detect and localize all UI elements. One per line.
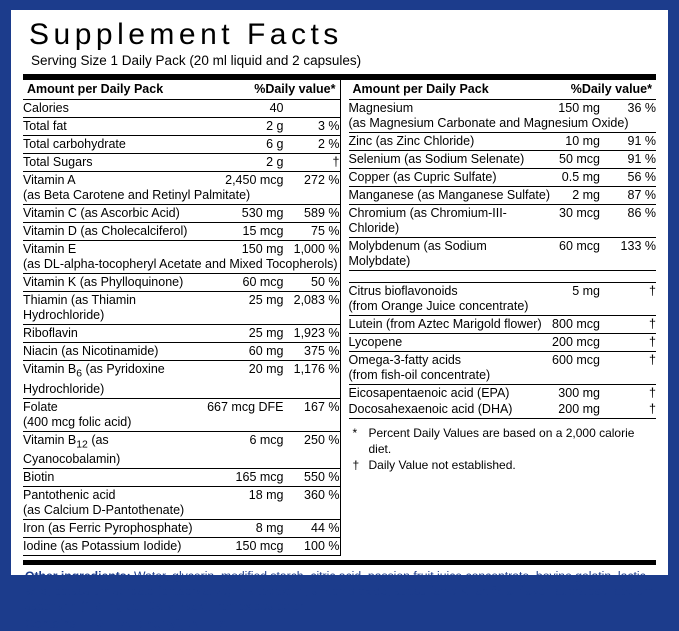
nutrient-amount: 6 g: [207, 136, 283, 154]
nutrient-name: Vitamin D (as Cholecalciferol): [23, 223, 207, 241]
nutrient-amount: 25 mg: [207, 325, 283, 343]
nutrient-daily-value: 91 %: [600, 133, 656, 151]
nutrient-daily-value: 589 %: [284, 205, 340, 223]
table-row: [23, 487, 340, 504]
nutrient-name: Magnesium: [348, 101, 414, 115]
nutrient-amount: 60 mcg: [552, 238, 600, 271]
nutrient-name: Vitamin $B_6$ (as Pyridoxine Hydrochloride): [23, 361, 207, 399]
nutrient-daily-value: 272 %: [304, 173, 340, 187]
footnote-dagger-mark: †: [352, 458, 360, 472]
nutrient-amount: 165 mcg: [207, 469, 283, 487]
nutrient-name: Vitamin K (as Phylloquinone): [23, 274, 207, 292]
nutrient-daily-value: †: [600, 316, 656, 334]
left-nutrient-table: [23, 100, 340, 556]
nutrient-name: Lutein (from Aztec Marigold flower): [349, 316, 553, 334]
table-row: [349, 334, 657, 352]
nutrient-daily-value: 44 %: [284, 520, 340, 538]
nutrient-name: Chromium (as Chromium-III-Chloride): [349, 205, 553, 238]
right-column-header: [349, 80, 657, 99]
nutrient-source-note: (from Orange Juice concentrate): [349, 299, 657, 316]
nutrient-daily-value: 1,000 %: [293, 242, 340, 256]
nutrient-name: Vitamin E: [23, 242, 77, 256]
footnote-dagger-text: Daily Value not established.: [368, 458, 516, 472]
nutrient-amount: 5 mg: [572, 284, 600, 298]
nutrient-daily-value: †: [600, 401, 656, 419]
nutrient-amount: 2,450 mcg: [225, 173, 284, 187]
nutrient-daily-value: †: [649, 284, 656, 298]
nutrient-name: Total carbohydrate: [23, 136, 207, 154]
table-row: [349, 100, 657, 116]
group-spacer-cell: [349, 271, 657, 283]
nutrient-daily-value: 50 %: [284, 274, 340, 292]
footnote-asterisk-text: Percent Daily Values are based on a 2,000 calorie diet.: [368, 426, 635, 456]
nutrient-amount: 60 mcg: [207, 274, 283, 292]
nutrient-name: Eicosapentaenoic acid (EPA): [348, 386, 510, 400]
nutrient-name: Lycopene: [349, 334, 553, 352]
table-row: [23, 292, 340, 325]
group-spacer: [349, 271, 657, 283]
table-row: [23, 538, 340, 556]
table-row: [23, 343, 340, 361]
nutrient-amount: 40: [207, 100, 283, 118]
nutrient-daily-value: 2 %: [284, 136, 340, 154]
right-column: [340, 80, 657, 556]
table-row-continuation: [349, 368, 657, 385]
nutrient-source-note: (as Magnesium Carbonate and Magnesium Oxide): [349, 116, 657, 133]
contains-label: Contains:: [25, 616, 80, 631]
table-row-continuation: [349, 116, 657, 133]
contains-allergens: FISH (Anchovy), WHEAT: [83, 616, 235, 631]
nutrient-daily-value: 3 %: [284, 118, 340, 136]
table-row: [23, 469, 340, 487]
nutrient-amount: 60 mg: [207, 343, 283, 361]
nutrient-amount: 300 mg: [558, 386, 600, 400]
nutrient-daily-value: †: [649, 353, 656, 367]
other-ingredients: [23, 565, 656, 614]
footnote-asterisk: [353, 425, 653, 457]
table-row: [23, 431, 340, 469]
nutrient-daily-value: 36 %: [627, 101, 656, 115]
nutrient-name: Iron (as Ferric Pyrophosphate): [23, 520, 207, 538]
nutrient-amount: 50 mcg: [552, 151, 600, 169]
nutrient-amount: 25 mg: [207, 292, 283, 325]
nutrient-name: Docosahexaenoic acid (DHA): [349, 401, 553, 419]
nutrient-daily-value: 550 %: [284, 469, 340, 487]
table-row: [349, 401, 657, 419]
nutrient-daily-value: 100 %: [284, 538, 340, 556]
nutrient-daily-value: 1,923 %: [284, 325, 340, 343]
footnote-asterisk-mark: *: [352, 426, 358, 440]
right-dv-header: %Daily value*: [570, 82, 652, 96]
table-row: [23, 172, 340, 189]
table-row: [349, 133, 657, 151]
table-row: [23, 205, 340, 223]
table-row: [349, 385, 657, 402]
footnote-dagger: [353, 457, 653, 473]
table-row: [23, 325, 340, 343]
nutrient-source-note: (as Calcium D-Pantothenate): [23, 503, 340, 520]
nutrient-amount: 200 mcg: [552, 334, 600, 352]
table-row: [349, 169, 657, 187]
right-nutrient-table: [349, 100, 657, 419]
nutrient-name: Selenium (as Sodium Selenate): [349, 151, 553, 169]
nutrient-daily-value: 1,176 %: [284, 361, 340, 399]
serving-size: Serving Size 1 Daily Pack (20 ml liquid and 2 capsules): [31, 53, 362, 68]
nutrient-name: Thiamin (as Thiamin Hydrochloride): [23, 292, 207, 325]
nutrient-name: Zinc (as Zinc Chloride): [349, 133, 553, 151]
nutrient-daily-value: 360 %: [304, 488, 340, 502]
table-row: [23, 361, 340, 399]
nutrient-amount: 15 mcg: [207, 223, 283, 241]
table-row: [23, 398, 340, 415]
table-row: [349, 151, 657, 169]
table-row-continuation: [23, 503, 340, 520]
nutrient-name: Folate: [23, 399, 58, 414]
nutrient-name: Vitamin C (as Ascorbic Acid): [23, 205, 207, 223]
nutrient-name: Riboflavin: [23, 325, 207, 343]
table-row: [23, 136, 340, 154]
nutrient-daily-value: 133 %: [600, 238, 656, 271]
nutrient-daily-value: 56 %: [600, 169, 656, 187]
nutrient-amount: 18 mg: [248, 488, 284, 502]
footnotes: [349, 419, 657, 475]
table-row-continuation: [23, 188, 340, 205]
table-row: [349, 205, 657, 238]
nutrient-amount: 800 mcg: [552, 316, 600, 334]
table-row: [349, 283, 657, 300]
nutrient-name: Total fat: [23, 118, 207, 136]
nutrient-amount: 150 mg: [558, 101, 600, 115]
nutrient-amount: 0.5 mg: [552, 169, 600, 187]
nutrient-daily-value: †: [649, 386, 656, 400]
nutrient-amount: 2 mg: [552, 187, 600, 205]
nutrient-daily-value: 250 %: [284, 431, 340, 469]
nutrient-source-note: (400 mcg folic acid): [23, 415, 340, 432]
nutrient-name: Copper (as Cupric Sulfate): [349, 169, 553, 187]
supplement-facts-panel: [11, 10, 668, 631]
nutrient-name: Molybdenum (as Sodium Molybdate): [349, 238, 553, 271]
nutrient-name: Manganese (as Manganese Sulfate): [349, 187, 553, 205]
nutrient-daily-value: †: [284, 154, 340, 172]
nutrient-daily-value: 75 %: [284, 223, 340, 241]
nutrient-daily-value: 167 %: [304, 399, 340, 414]
nutrient-amount: 200 mg: [552, 401, 600, 419]
nutrient-name: Citrus bioflavonoids: [348, 284, 458, 298]
table-row-continuation: [349, 299, 657, 316]
table-row: [23, 520, 340, 538]
nutrient-name: Total Sugars: [23, 154, 207, 172]
table-row-continuation: [23, 415, 340, 432]
nutrient-name: Calories: [23, 100, 207, 118]
table-row: [23, 241, 340, 258]
nutrient-name: Vitamin A: [23, 173, 76, 187]
nutrient-amount: 600 mcg: [552, 353, 600, 367]
table-row: [349, 187, 657, 205]
table-row: [23, 100, 340, 118]
nutrient-name: Vitamin $B_{12}$ (as Cyanocobalamin): [23, 431, 207, 469]
nutrient-name: Pantothenic acid: [23, 488, 116, 502]
nutrient-amount: 150 mcg: [207, 538, 283, 556]
table-row: [349, 238, 657, 271]
nutrient-daily-value: 375 %: [284, 343, 340, 361]
other-ingredients-label: Other ingredients:: [25, 569, 131, 583]
nutrient-daily-value: 2,083 %: [284, 292, 340, 325]
nutrient-amount: 6 mcg: [207, 431, 283, 469]
table-row: [23, 118, 340, 136]
nutrient-daily-value: 86 %: [600, 205, 656, 238]
nutrient-amount: 10 mg: [552, 133, 600, 151]
nutrient-amount: 150 mg: [241, 242, 284, 256]
nutrient-name: Omega-3-fatty acids: [348, 353, 462, 367]
nutrient-amount: 2 g: [207, 154, 283, 172]
contains-statement: [23, 614, 656, 631]
nutrient-daily-value: †: [600, 334, 656, 352]
page-title: Supplement Facts: [29, 18, 343, 51]
nutrient-daily-value: 87 %: [600, 187, 656, 205]
table-row: [23, 154, 340, 172]
left-dv-header: %Daily value*: [254, 82, 336, 96]
nutrient-source-note: (as Beta Carotene and Retinyl Palmitate): [23, 188, 340, 205]
nutrient-amount: 530 mg: [207, 205, 283, 223]
left-column-header: [23, 80, 340, 99]
table-row: [23, 274, 340, 292]
nutrient-name: Biotin: [23, 469, 207, 487]
nutrient-name: Iodine (as Potassium Iodide): [23, 538, 207, 556]
table-row: [349, 352, 657, 369]
nutrient-amount: 20 mg: [207, 361, 283, 399]
left-amount-header: Amount per Daily Pack: [27, 82, 164, 96]
right-amount-header: Amount per Daily Pack: [352, 82, 489, 96]
left-column: [23, 80, 340, 556]
nutrient-source-note: (as DL-alpha-tocopheryl Acetate and Mixed Tocopherols): [23, 257, 340, 274]
nutrient-amount: 8 mg: [207, 520, 283, 538]
table-row: [23, 223, 340, 241]
nutrient-amount: 30 mcg: [552, 205, 600, 238]
other-ingredients-text: Water, glycerin, modified starch, citric acid, passion fruit juice concentrate, bovine gelatin, lactic acid, potassium sorbate (preservative), maltodextrin, silicon dioxide, acesulfame K, artificial flavor, sucralose, sodium saccharin (1.9 mg per Daily Pack), iron oxides color: [25, 569, 654, 613]
nutrient-source-note: (from fish-oil concentrate): [349, 368, 657, 385]
facts-columns: [23, 80, 656, 556]
nutrient-amount: 2 g: [207, 118, 283, 136]
nutrient-daily-value: [284, 100, 340, 118]
table-row: [349, 316, 657, 334]
table-row-continuation: [23, 257, 340, 274]
nutrient-name: Niacin (as Nicotinamide): [23, 343, 207, 361]
nutrient-daily-value: 91 %: [600, 151, 656, 169]
nutrient-amount: 667 mcg DFE: [207, 399, 284, 414]
